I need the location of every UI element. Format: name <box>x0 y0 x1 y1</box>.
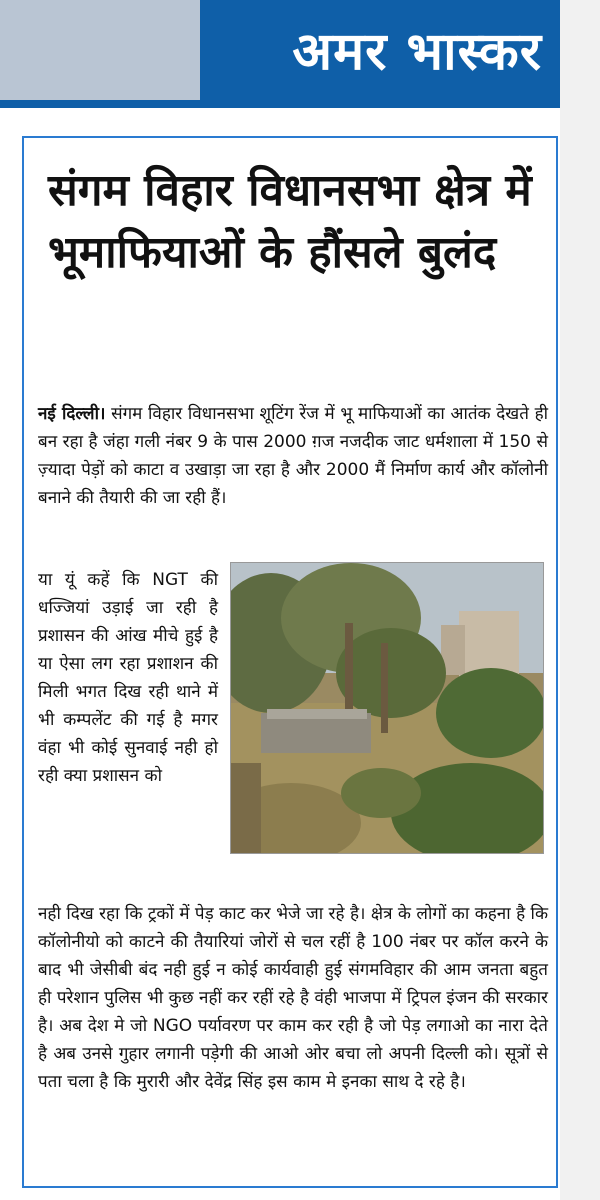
article-paragraph-3: नही दिख रहा कि ट्रकों में पेड़ काट कर भेजे जा रहे है। क्षेत्र के लोगों का कहना है कि कॉलोनीयो को काटने की तैयारियां जोरों से चल रहीं है 100 नंबर पर कॉल करने के बाद भी जेसीबी बंद नही हुई न कोई कार्यवाही हुई संगमविहार की आम जनता बहुत ही परेशान पुलिस भी कुछ नहीं कर रहीं रहे है वंही भाजपा में ट्रिपल इंजन की सरकार है। अब देश मे जो NGO पर्यावरण पर काम कर रही है जो पेड़ लगाओ का नारा देते है अब उनसे गुहार लगानी पड़ेगी की आओ ओर बचा लो अपनी दिल्ली को। सूत्रों से पता चला है कि मुरारी और देवेंद्र सिंह इस काम मे इनका साथ दे रहे है। <box>38 904 548 1092</box>
masthead <box>0 0 560 108</box>
article-frame <box>22 136 558 1188</box>
article-photo <box>230 562 544 854</box>
article-paragraph-1 <box>38 400 548 512</box>
paragraph-1-text: संगम विहार विधानसभा शूटिंग रेंज में भू माफियाओं का आतंक देखते ही बन रहा है जंहा गली नंबर 9 के पास 2000 ग़ज नजदीक जाट धर्मशाला में 150 से ज़्यादा पेड़ों को काटा व उखाड़ा जा रहा है और 2000 मैं निर्माण कार्य और कॉलोनी बनाने की तैयारी की जा रही हैं। <box>38 404 548 508</box>
page-margin <box>560 0 600 1200</box>
tree-site-photo <box>231 563 543 853</box>
dateline: नई दिल्ली। <box>38 404 106 424</box>
newspaper-title: अमर भास्कर <box>292 22 542 82</box>
article-paragraph-2: या यूं कहें कि NGT की धज्जियां उड़ाई जा रही है प्रशासन की आंख मीचे हुई है या ऐसा लग रहा प्रशाशन की मिली भगत दिख रही थाने में भी कम्पलेंट की गई है मगर वंहा भी कोई सुनवाई नही हो रही क्या प्रशासन को <box>38 570 218 786</box>
article-headline: संगम विहार विधानसभा क्षेत्र में भूमाफियाओं के हौंसले बुलंद <box>48 165 532 278</box>
